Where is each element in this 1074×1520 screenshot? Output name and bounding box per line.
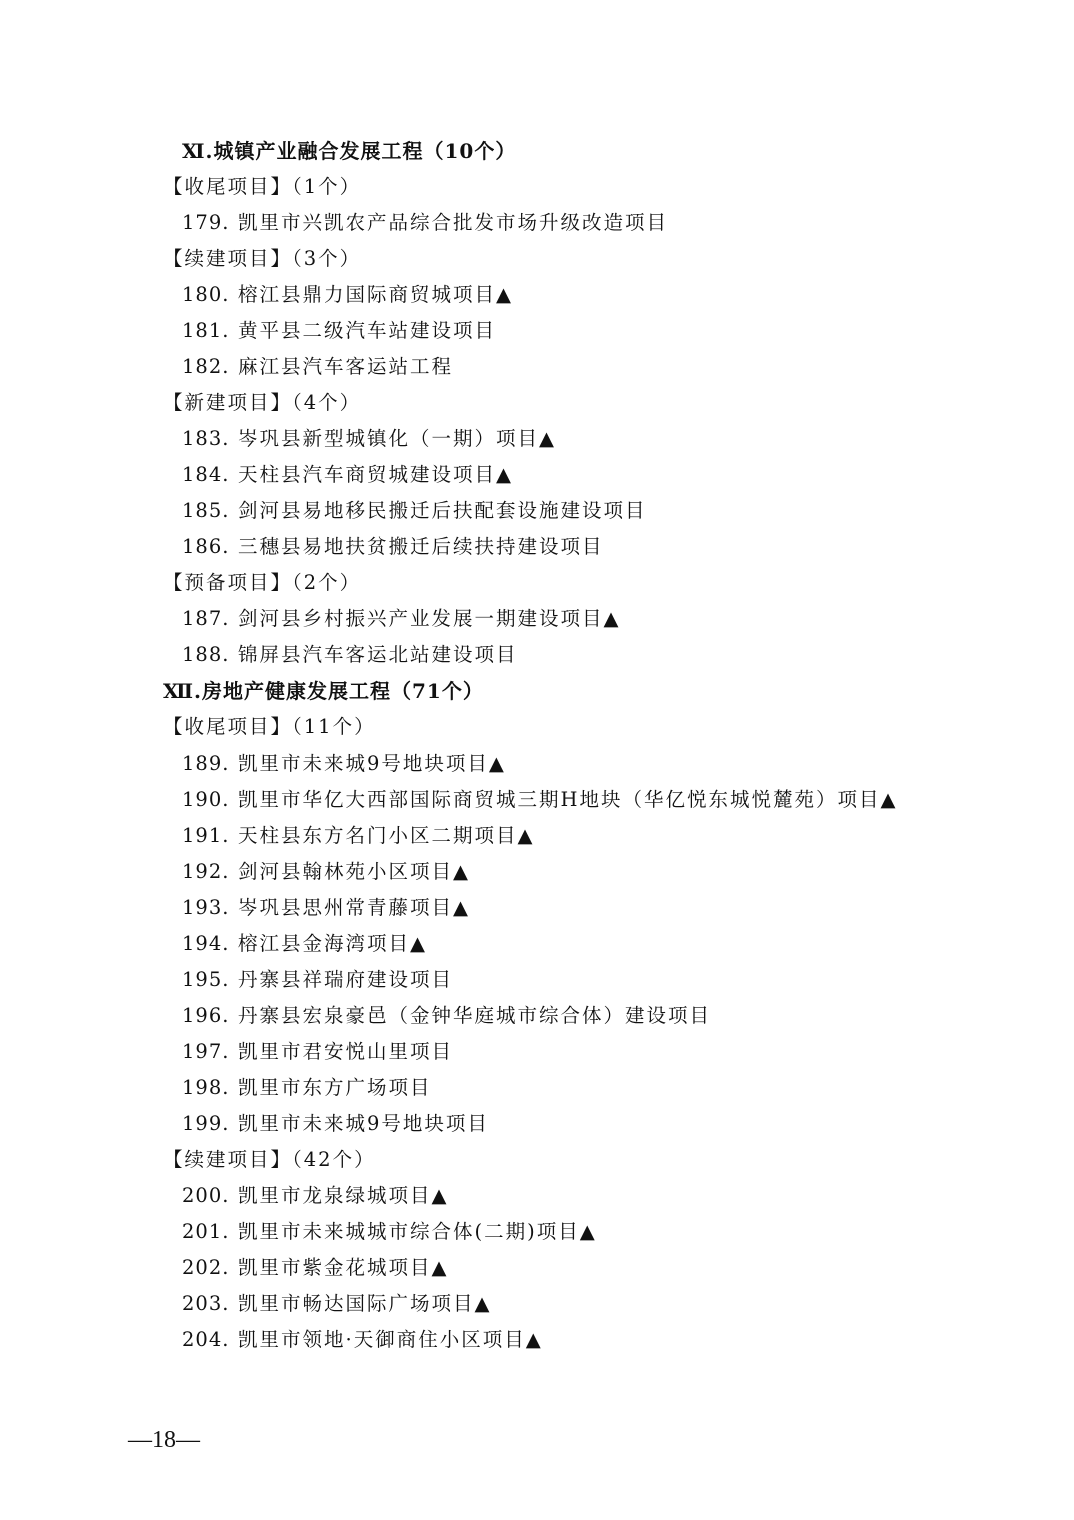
item-number: 184. — [182, 463, 230, 487]
list-item — [182, 962, 453, 998]
item-number: 204. — [182, 1327, 230, 1351]
list-item — [182, 1322, 543, 1358]
item-text: 剑河县易地移民搬迁后扶配套设施建设项目 — [238, 499, 647, 523]
item-text: 凯里市东方广场项目 — [238, 1075, 432, 1099]
item-number: 179. — [182, 211, 230, 235]
item-text: 黄平县二级汽车站建设项目 — [238, 319, 497, 343]
item-number: 201. — [182, 1219, 230, 1243]
item-text: 凯里市未来城9号地块项目▲ — [238, 751, 506, 775]
list-item — [182, 601, 621, 637]
list-item — [182, 1106, 489, 1142]
item-text: 三穗县易地扶贫搬迁后续扶持建设项目 — [238, 535, 604, 559]
list-item — [182, 313, 496, 349]
item-text: 榕江县鼎力国际商贸城项目▲ — [238, 283, 513, 307]
list-item — [182, 421, 556, 457]
item-number: 183. — [182, 427, 230, 451]
item-number: 190. — [182, 787, 230, 811]
category-heading: 【续建项目】（42个） — [163, 1147, 376, 1171]
list-item — [182, 637, 518, 673]
item-number: 192. — [182, 859, 230, 883]
item-text: 剑河县翰林苑小区项目▲ — [238, 859, 470, 883]
item-text: 凯里市君安悦山里项目 — [238, 1039, 454, 1063]
item-number: 193. — [182, 895, 230, 919]
item-number: 189. — [182, 751, 230, 775]
page-number: —18— — [128, 1427, 200, 1453]
list-item — [182, 493, 647, 529]
list-item — [182, 782, 898, 818]
item-number: 197. — [182, 1039, 230, 1063]
list-item — [182, 1250, 449, 1286]
category-heading: 【新建项目】（4个） — [163, 391, 362, 415]
list-item — [182, 890, 470, 926]
item-number: 196. — [182, 1003, 230, 1027]
item-text: 岑巩县新型城镇化（一期）项目▲ — [238, 427, 556, 451]
list-item — [182, 529, 604, 565]
list-item — [182, 277, 513, 313]
item-text: 凯里市紫金花城项目▲ — [238, 1255, 449, 1279]
item-text: 凯里市兴凯农产品综合批发市场升级改造项目 — [238, 211, 669, 235]
category-heading: 【续建项目】（3个） — [163, 247, 362, 271]
list-item — [182, 1214, 597, 1250]
category-heading: 【收尾项目】（11个） — [163, 715, 376, 739]
list-item — [182, 1034, 453, 1070]
section-title: Ⅺ.城镇产业融合发展工程（10个） — [182, 139, 517, 163]
item-text: 天柱县汽车商贸城建设项目▲ — [238, 463, 513, 487]
item-text: 剑河县乡村振兴产业发展一期建设项目▲ — [238, 607, 621, 631]
item-number: 202. — [182, 1255, 230, 1279]
section-title: Ⅻ.房地产健康发展工程（71个） — [163, 679, 484, 704]
item-number: 200. — [182, 1183, 230, 1207]
item-number: 180. — [182, 283, 230, 307]
item-number: 203. — [182, 1291, 230, 1315]
list-item — [182, 854, 470, 890]
item-number: 199. — [182, 1111, 230, 1135]
item-number: 186. — [182, 535, 230, 559]
item-text: 凯里市领地·天御商住小区项目▲ — [238, 1327, 543, 1351]
item-text: 丹寨县祥瑞府建设项目 — [238, 967, 454, 991]
item-text: 锦屏县汽车客运北站建设项目 — [238, 643, 518, 667]
item-number: 198. — [182, 1075, 230, 1099]
category-heading: 【预备项目】（2个） — [163, 571, 362, 595]
list-item — [182, 1070, 432, 1106]
list-item — [182, 926, 427, 962]
item-number: 185. — [182, 499, 230, 523]
item-number: 195. — [182, 967, 230, 991]
item-text: 榕江县金海湾项目▲ — [238, 931, 427, 955]
item-text: 凯里市畅达国际广场项目▲ — [238, 1291, 492, 1315]
list-item — [182, 746, 506, 782]
item-number: 181. — [182, 319, 230, 343]
item-number: 187. — [182, 607, 230, 631]
item-text: 凯里市未来城城市综合体(二期)项目▲ — [238, 1219, 597, 1243]
item-text: 麻江县汽车客运站工程 — [238, 355, 454, 379]
item-number: 182. — [182, 355, 230, 379]
list-item — [182, 998, 711, 1034]
item-text: 凯里市龙泉绿城项目▲ — [238, 1183, 449, 1207]
item-number: 191. — [182, 823, 230, 847]
category-heading: 【收尾项目】（1个） — [163, 175, 362, 199]
item-text: 丹寨县宏泉豪邑（金钟华庭城市综合体）建设项目 — [238, 1003, 712, 1027]
list-item — [182, 818, 535, 854]
item-text: 凯里市未来城9号地块项目 — [238, 1111, 489, 1135]
list-item — [182, 349, 453, 385]
item-text: 岑巩县思州常青藤项目▲ — [238, 895, 470, 919]
item-number: 194. — [182, 931, 230, 955]
item-text: 天柱县东方名门小区二期项目▲ — [238, 823, 535, 847]
list-item — [182, 1286, 492, 1322]
item-number: 188. — [182, 643, 230, 667]
list-item — [182, 1178, 449, 1214]
list-item — [182, 457, 513, 493]
item-text: 凯里市华亿大西部国际商贸城三期H地块（华亿悦东城悦麓苑）项目▲ — [238, 787, 898, 811]
list-item — [182, 205, 668, 241]
